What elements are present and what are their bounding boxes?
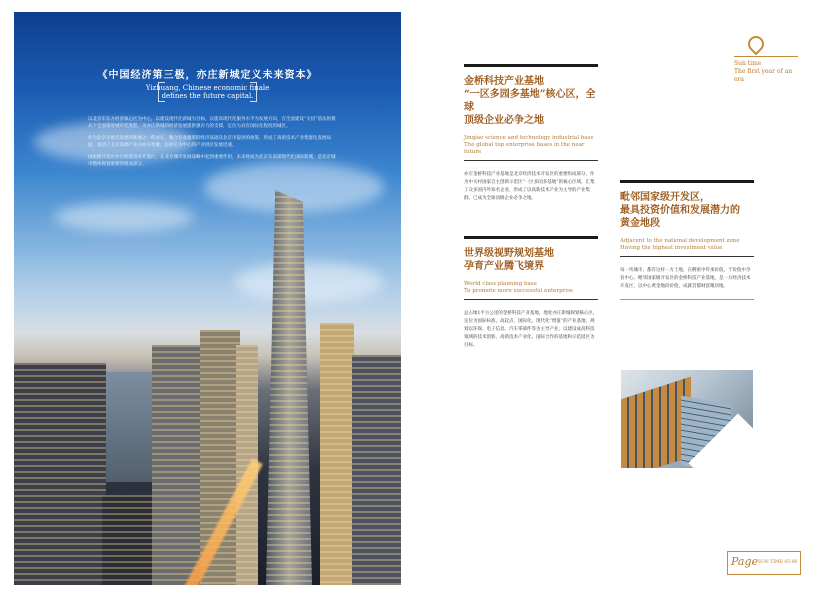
hero-subtitle-line: defines the future capital. [161,92,254,100]
hero-photo [14,12,401,585]
brand-logo-icon [745,33,768,56]
hero-paragraph: 以北京市东方经济核心区为中心，以建设现代化新城为目标，以提高现代化服务水平为发展方向，在全面建设“关切”依法的模式下全面推进城市化进程，为亦庄新城的经济发展提供强有力的支撑，定位为具有国际化程度的城区。 [88,117,336,129]
section-english [464,281,598,295]
section-divider [620,256,754,257]
section-bar [464,64,598,67]
building [352,355,401,585]
section-planning [464,236,598,350]
hero-title: 《中国经济第三极，亦庄新城定义未来资本》 [97,70,318,81]
section-title [620,191,754,230]
english-line: Having the highest investment value [620,245,723,251]
title-line: 金桥科技产业基地 [464,76,544,87]
hero-paragraph: 作为北京市重点发展的新城之一的亦庄，聚合有着雄厚的经济基础及北京市提供的政策，形成了高新技术产业集群化发展局面，推动了北京高端产业向亦庄集聚，以亦庄为中心的产业园区发展迅速。 [88,136,331,148]
building [320,323,354,585]
section-bottom-rule [620,299,754,300]
section-title [464,247,598,273]
building [102,495,152,585]
section-divider [464,299,598,300]
page-text: SUN TIME 05-06 [758,560,798,565]
section-jinqiao [464,64,598,203]
section-title [464,75,598,127]
english-line: The global top enterprise bases in the near future [464,142,585,155]
english-line: Jinqiao science and technology industrial base [464,135,594,141]
cloud [54,202,194,232]
hero-subtitle-line: Yizhuang, Chinese economic finale [145,84,270,92]
page-number-mark [727,551,801,575]
building-thumbnail [621,370,753,468]
section-investment [620,180,754,300]
title-line: “一区多园多基地”核心区，全球 [464,89,596,113]
section-divider [464,160,598,161]
title-line: 顶级企业必争之地 [464,115,544,126]
section-bar [464,236,598,239]
title-line: 毗邻国家级开发区， [620,192,710,203]
brand-mark [734,36,798,84]
title-line: 世界级视野规划基地 [464,248,554,259]
section-body: 亦庄金桥科技产业基地是北京经济技术开发区的重要组成部分，作为中关村国家自主创新示范区“一区多园多基地”的核心区域，汇集了众多国内外知名企业，形成了以高新技术产业为主导的产业集群，已成为全球顶级企业必争之地。 [464,172,595,201]
english-line: To promote more successful enterprise [464,288,574,294]
hero-subtitle [14,84,401,100]
building [14,363,106,585]
brand-line: Sun time [734,60,762,67]
hero-body [88,116,338,173]
title-line: 最具投资价值和发展潜力的 [620,205,740,216]
hero-paragraph: 国家级开发区亦庄经济技术开发区，在北京城市发展战略中起到重要作用，未来将成为北京东南部现代化国际新城，是北京城市整体规划重要的组成部分。 [88,155,336,167]
brand-line: The first year of an era [734,68,793,83]
section-bar [620,180,754,183]
page-label: Page [731,555,759,568]
tower [266,190,312,585]
english-line: Adjacent to the national development zone [620,238,740,244]
cloud [234,262,384,302]
title-line: 孕育产业腾飞境界 [464,261,544,272]
section-english [464,135,598,156]
title-line: 黄金地段 [620,218,660,229]
english-line: World class planning base [464,281,537,287]
section-body: 每一块城市，都有这样一方土地，在稠密中传承价值，于价值中孕育中心。毗邻国家级开发区的金桥科技产业基地，是一方经济技术开发区，以中心黄金地段价值，成就首都财富聚居地。 [620,268,751,289]
brand-rule [734,56,798,57]
section-english [620,238,754,252]
section-body: 总占地1平方公里的金桥科技产业基地，地处亦庄新城规划核心区，定位为国际标准、高起点、国际化、现代化“增值”的产业基地，规划以环保、电子信息、汽车零部件等为主导产业，以建设成高科技领域的技术创新、高新技术产业化、国际合作的基地和示范园区为目标。 [464,311,598,348]
